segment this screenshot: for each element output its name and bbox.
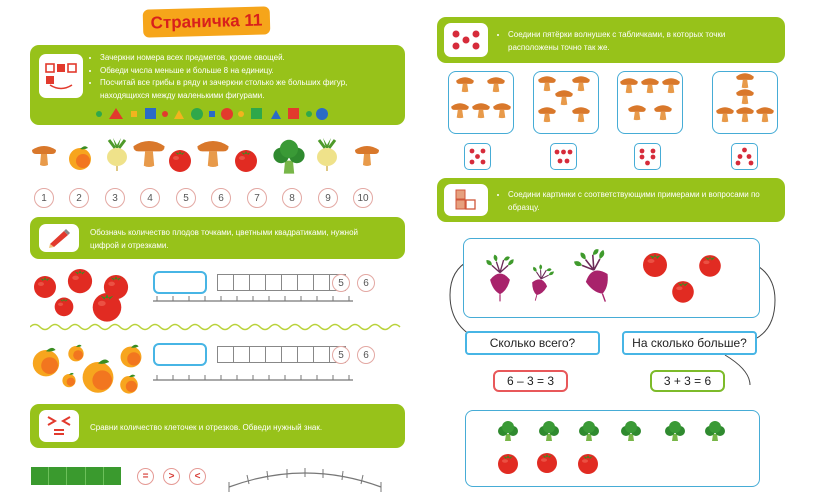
tomato-1 (169, 150, 191, 172)
tomato-group (30, 262, 140, 324)
right-task-2-text: • Соедини картинки с соответствующими примерами и вопросами по образцу. (508, 189, 778, 214)
number-line-1[interactable] (153, 293, 353, 305)
mushroom-group-1 (448, 71, 514, 134)
number-circle-3[interactable]: 3 (105, 188, 125, 208)
task-2-text: Обозначь количество плодов точками, цветными квадратиками, нужной цифрой и отрезками. (90, 228, 359, 250)
number-circle-6[interactable]: 6 (211, 188, 231, 208)
turnip-1 (107, 138, 127, 171)
compare-icon (39, 410, 79, 442)
mushroom-group-4 (712, 71, 778, 134)
right-task-1-text: • Соедини пятёрки волнушек с табличками, в которых точки расположены точно так же. (508, 29, 778, 54)
dot-card-4[interactable] (731, 143, 758, 170)
mushroom-2 (133, 141, 164, 167)
task-1-line-1: • Зачеркни номера всех предметов, кроме овощей. (100, 52, 395, 65)
number-circle-8[interactable]: 8 (282, 188, 302, 208)
number-circle-2[interactable]: 2 (69, 188, 89, 208)
peach-1 (69, 146, 91, 170)
number-circle-5[interactable]: 5 (176, 188, 196, 208)
option-5-b[interactable]: 5 (332, 346, 350, 364)
dot-card-2[interactable] (550, 143, 577, 170)
mushroom-group-3 (617, 71, 683, 134)
task-1-line-3: • Посчитай все грибы в ряду и зачеркни столько же больших фигур, находящихся между маленькими фигурами. (100, 77, 395, 102)
shape-sequence (94, 107, 329, 121)
number-circle-7[interactable]: 7 (247, 188, 267, 208)
dot-card-1[interactable] (464, 143, 491, 170)
dice-dots-icon (444, 23, 488, 57)
number-circle-9[interactable]: 9 (318, 188, 338, 208)
question-how-many-more[interactable]: На сколько больше? (622, 331, 757, 355)
number-circle-1[interactable]: 1 (34, 188, 54, 208)
broccoli-tomato-picture (465, 410, 760, 487)
mushroom-1 (32, 146, 56, 166)
option-5-a[interactable]: 5 (332, 274, 350, 292)
mushroom-group-2 (533, 71, 599, 134)
task-3-text: Сравни количество клеточек и отрезков. Обведи нужный знак. (90, 423, 323, 432)
squares-icon (444, 184, 488, 216)
number-line-2[interactable] (153, 372, 353, 384)
sign-equal[interactable]: = (137, 468, 154, 485)
mushroom-3 (197, 141, 228, 167)
broccoli-1 (273, 140, 304, 174)
sign-less[interactable]: < (189, 468, 206, 485)
tomato-2 (235, 150, 257, 172)
pattern-icon (39, 54, 83, 98)
square-grid-1[interactable] (218, 274, 346, 291)
answer-box-2[interactable] (153, 343, 207, 366)
green-squares-bar (31, 467, 121, 485)
wavy-divider (30, 322, 405, 332)
vegetables-picture (463, 238, 760, 318)
equation-add[interactable]: 3 + 3 = 6 (650, 370, 725, 392)
task-1-line-2: • Обведи числа меньше и больше 8 на единицу. (100, 65, 395, 78)
sign-greater[interactable]: > (163, 468, 180, 485)
option-6-a[interactable]: 6 (357, 274, 375, 292)
page-title: Страничка 11 (143, 6, 271, 37)
dot-card-3[interactable] (634, 143, 661, 170)
square-grid-2[interactable] (218, 346, 346, 363)
number-circle-4[interactable]: 4 (140, 188, 160, 208)
peach-group (28, 338, 153, 398)
items-row (25, 128, 385, 180)
equation-subtract[interactable]: 6 – 3 = 3 (493, 370, 568, 392)
number-circle-10[interactable]: 10 (353, 188, 373, 208)
turnip-2 (317, 138, 337, 171)
mushroom-4 (355, 146, 379, 166)
answer-box-1[interactable] (153, 271, 207, 294)
option-6-b[interactable]: 6 (357, 346, 375, 364)
pencil-icon (39, 224, 79, 252)
arc-segments[interactable] (225, 465, 385, 493)
question-how-many-total[interactable]: Сколько всего? (465, 331, 600, 355)
